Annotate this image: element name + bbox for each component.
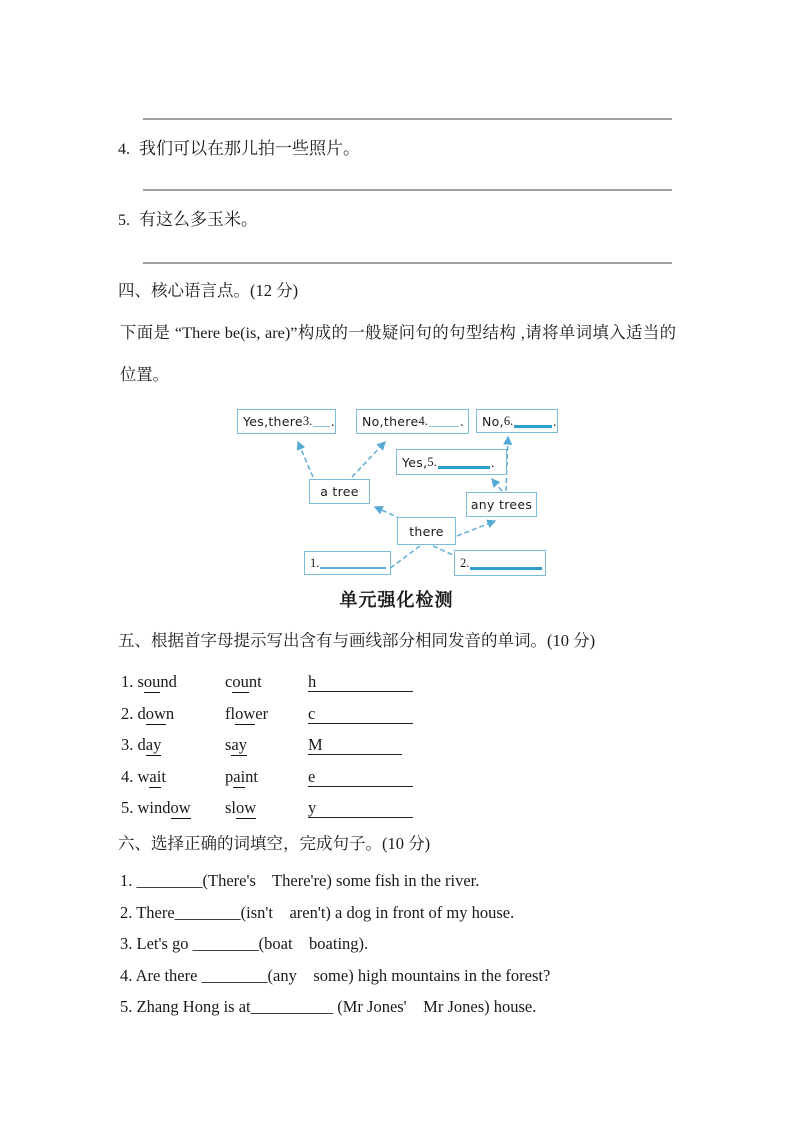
box-suffix: . [330,414,335,429]
arrow-atree-to-no4 [352,442,385,477]
answer-line-3 [143,262,672,264]
underlined-letters: ay [145,735,162,754]
phonics-row-2 [0,703,793,725]
section5-heading: 五、根据首字母提示写出含有与画线部分相同发音的单词。(10 分) [118,631,596,650]
word-2: say [225,735,247,754]
hint-letter: e [308,767,316,786]
box-label: any trees [470,497,533,512]
phonics-row-4 [0,766,793,788]
word-2: paint [225,767,259,786]
item-text: 有这么多玉米。 [139,210,258,229]
answer-blank [308,734,402,755]
arrow-there-to-anytrees [457,521,495,536]
diagram-box-yes-there-3 [237,409,336,434]
diagram-box-no-6 [476,409,558,433]
answer-blank [308,766,413,787]
underlined-letters: ow [170,798,191,817]
box-number: 6. [503,413,514,428]
unit-test-heading: 单元强化检测 [339,590,454,610]
section4-instruction: 下面是 “There be(is, are)”构成的一般疑问句的句型结构 ,请将单词填入适当的位置。 [120,323,676,384]
underlined-letters: ay [231,735,247,754]
phonics-row-5 [0,797,793,819]
box-label: Yes, [402,454,428,470]
word-1: 2. down [121,704,175,723]
line-there-to-blank1 [389,546,420,569]
box-number: 3. [302,414,313,428]
answer-line-1 [143,118,672,120]
box-label: there [409,523,444,539]
answer-line-2 [143,189,672,191]
box-number: 2. [460,555,470,570]
underlined-letters: ow [235,704,256,723]
underlined-letters: ow [236,798,257,817]
underlined-letters: ai [233,767,246,786]
box-label: No,there [362,414,419,429]
hint-letter: h [308,672,317,691]
box-suffix: . [552,413,557,429]
fill-blank-4 [429,426,459,427]
hint-letter: y [308,798,317,817]
fill-blank-2 [470,567,542,570]
phonics-row-3 [0,734,793,756]
box-suffix: . [490,454,496,470]
answer-blank [308,703,413,724]
diagram-box-blank-1 [304,551,391,575]
word-2: slow [225,798,257,817]
fill-blank-3 [313,426,329,427]
diagram-box-blank-2 [454,550,546,576]
diagram-box-a-tree [309,479,370,504]
choice-item-5: 5. Zhang Hong is at__________ (Mr Jones' Mr Jones) house. [120,997,537,1016]
underlined-letters: ai [149,767,162,786]
underlined-letters: ow [145,704,166,723]
word-1: 4. wait [121,767,166,786]
translation-item-4 [118,137,360,162]
hint-letter: c [308,704,316,723]
box-label: Yes,there [243,414,303,429]
box-number: 1. [310,555,320,570]
box-label: No, [482,413,504,429]
box-suffix: . [459,414,465,429]
fill-blank-6 [514,425,551,428]
box-number: 4. [418,414,428,428]
choice-item-1: 1. ________(There's There're) some fish in the river. [120,871,480,890]
choice-item-2: 2. There________(isn't aren't) a dog in front of my house. [120,903,515,922]
diagram-box-yes-5 [396,449,507,475]
box-label: a tree [320,484,359,499]
hint-letter: M [308,735,323,754]
word-2: count [225,672,262,691]
phonics-row-1 [0,671,793,693]
arrow-atree-to-yes3 [298,442,313,477]
item-number: 5. [118,212,130,229]
section4-heading: 四、核心语言点。(12 分) [118,281,299,300]
translation-item-5 [118,208,258,233]
choice-item-3: 3. Let's go ________(boat boating). [120,934,369,953]
underlined-letters: ou [143,672,161,691]
line-there-to-blank2 [433,546,453,555]
choice-item-4: 4. Are there ________(any some) high mountains in the forest? [120,966,551,985]
diagram-box-no-there-4 [356,409,469,434]
diagram-box-there [397,517,456,545]
word-1: 3. day [121,735,162,754]
box-number: 5. [427,454,437,469]
arrow-anytrees-to-yes5 [492,479,502,491]
item-number: 4. [118,141,130,158]
answer-blank [308,797,413,818]
item-text: 我们可以在那儿拍一些照片。 [139,139,360,158]
underlined-letters: ou [232,672,249,691]
section6-heading: 六、选择正确的词填空，完成句子。(10 分) [118,834,431,853]
word-1: 1. sound [121,672,177,691]
word-1: 5. window [121,798,191,817]
fill-blank-1 [320,567,386,569]
diagram-box-any-trees [466,492,537,517]
fill-blank-5 [438,466,490,469]
answer-blank [308,671,413,692]
word-2: flower [225,704,269,723]
